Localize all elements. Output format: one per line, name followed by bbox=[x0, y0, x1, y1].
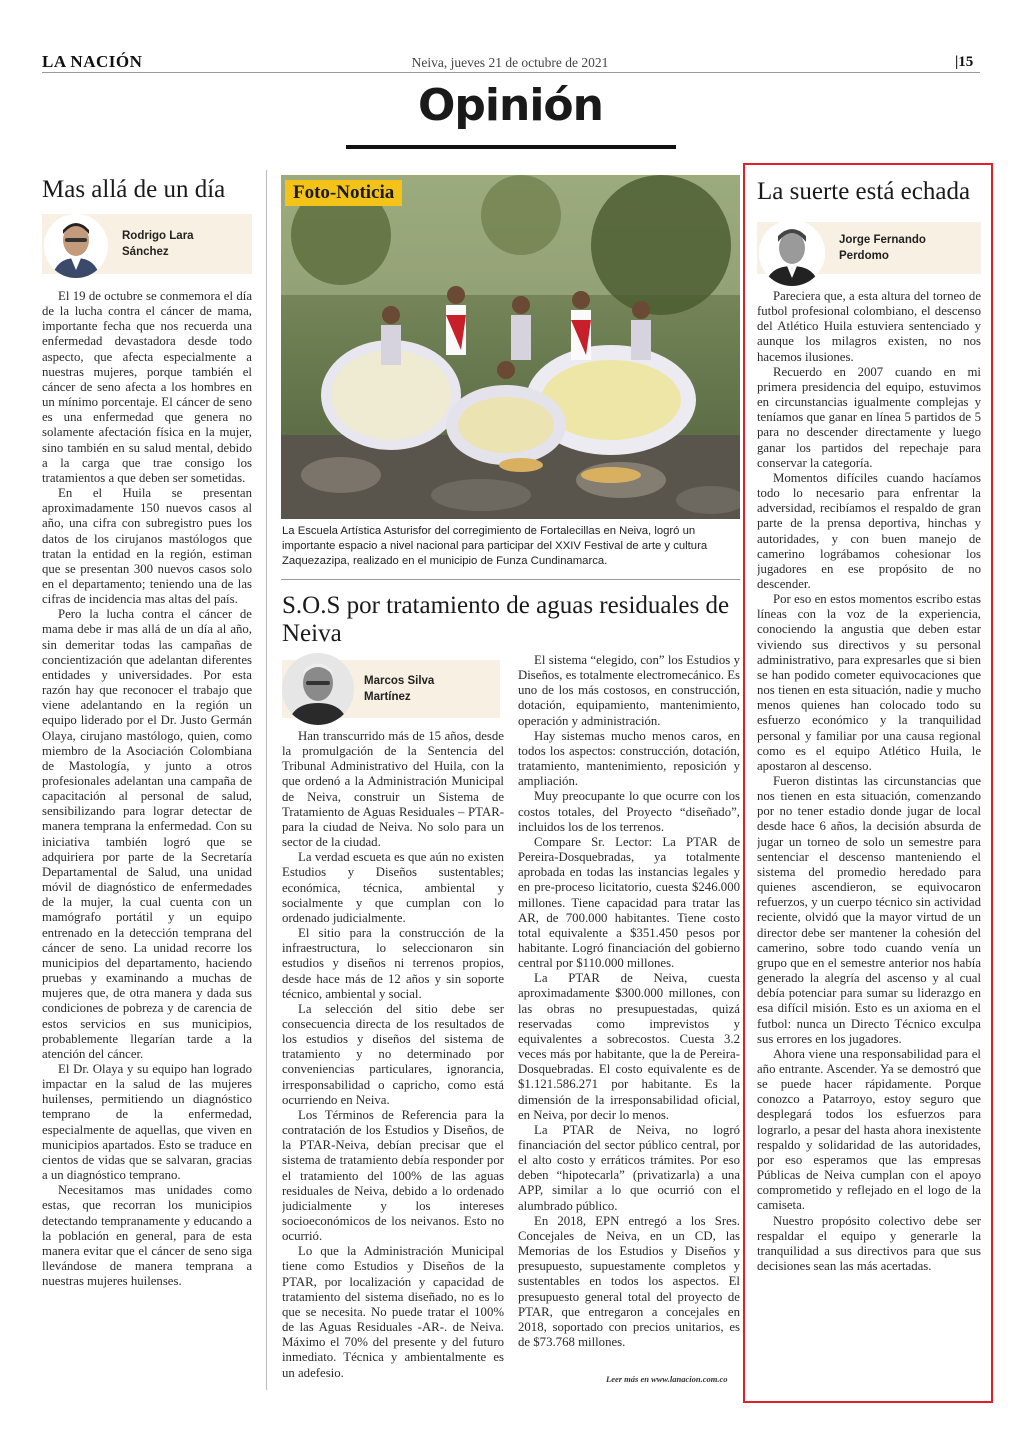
col1-headline: Mas allá de un día bbox=[42, 176, 226, 203]
paragraph: Muy preocupante lo que ocurre con los costos totales, del Proyecto “diseñado”, incluidos los de los terrenos. bbox=[518, 789, 740, 834]
col4-author-name: Jorge Fernando Perdomo bbox=[839, 234, 926, 262]
foto-divider bbox=[281, 579, 740, 580]
foto-noticia-photo bbox=[281, 175, 740, 519]
paragraph: Los Términos de Referencia para la contratación de los Estudios y Diseños, de la PTAR-Neiva, debían precisar que el sistema de tratamiento debía responder por el tratamiento del 100% de las aguas residuales de Neiva, debido a lo ordenado judicialmente y los intereses socioeconómicos de los neivanos. Esto no ocurrió. bbox=[282, 1107, 504, 1244]
author-portrait-icon bbox=[44, 214, 108, 278]
masthead-divider bbox=[42, 72, 980, 73]
col1-article-body bbox=[42, 289, 252, 1389]
paragraph: La selección del sitio debe ser consecuencia directa de los resultados de los estudios y diseños del sistema de tratamiento y no determinado por conveniencias particulares, ignorancia, irresponsabilidad o capricho, como está ocurriendo en Neiva. bbox=[282, 1001, 504, 1107]
paragraph: El 19 de octubre se conmemora el día de la lucha contra el cáncer de mama, importante fecha que nos recuerda una enfermedad devastadora desde todo aspecto, que afecta especialmente a nuestras mujeres, porque también el cáncer de seno afecta a los hombres en un mínimo porcentaje. El cáncer de seno es una enfermedad que genera no solamente afectación física en la mujer, sino también en su salud mental, debido a la carga que trae consigo los tratamientos a que deben ser sometidas. bbox=[42, 289, 252, 485]
paragraph: Momentos difíciles cuando hacíamos todo lo necesario para enfrentar la adversidad, recibíamos el respaldo de gran parte de la prensa deportiva, hinchas y autoridades, y con buen manejo de camerino lográbamos cohesionar los jugadores en ese propósito de no descender. bbox=[757, 470, 981, 591]
sos-article-body-col-a bbox=[282, 729, 504, 1389]
author-photo-marcos bbox=[282, 653, 354, 725]
sos-author-name: Marcos Silva Martínez bbox=[364, 675, 435, 703]
col1-author-box bbox=[42, 214, 252, 274]
paragraph: La PTAR de Neiva, no logró financiación del sector público central, por el alto costo y erráticos trámites. Por eso deben “hipotecarla” (privatizarla) a una APP, similar a lo que ocurrió con el alumbrado público. bbox=[518, 1122, 740, 1213]
newspaper-logo: LA NACIÓN bbox=[42, 52, 143, 71]
sos-article-body-col-b bbox=[518, 653, 740, 1371]
col1-author-name: Rodrigo Lara Sánchez bbox=[122, 230, 194, 258]
paragraph: Han transcurrido más de 15 años, desde la promulgación de la Sentencia del Tribunal Administrativo del Huila, con la que ordenó a la Administración Municipal de Neiva, construir un Sistema de Tratamiento de Aguas Residuales – PTAR- para la ciudad de Neiva. No solo para un sector de la ciudad. bbox=[282, 729, 504, 850]
paragraph: Compare Sr. Lector: La PTAR de Pereira-Dosquebradas, ya totalmente aprobada en todas las instancias legales y en pre-proceso licitatorio, cuesta $246.000 millones. Tiene capacidad para tratar las AR, de 700.000 habitantes. Tiene costo total equivalente a $351.450 pesos por habitante. Logró financiación del gobierno central por $110.000 millones. bbox=[518, 834, 740, 971]
col4-article-body bbox=[757, 289, 981, 1389]
author-portrait-icon bbox=[759, 220, 825, 286]
sos-headline: S.O.S por tratamiento de aguas residuales de Neiva bbox=[282, 592, 730, 647]
paragraph: Pero la lucha contra el cáncer de mama debe ir mas allá de un día al año, sin demeritar todas las campañas de concientización que adelantan diferentes entidades y universidades. Por esta razón hay que reconocer el trabajo que viene adelantando en la región un equipo liderado por el Dr. Justo Germán Olaya, cirujano mastólogo, quien, como miembro de la Asociación Colombiana de Mastología, y junto a otros profesionales adelantan una campaña de capacitación al personal de salud, sensibilizando para lograr detectar de manera temprana la enfermedad. Con su iniciativa también logró que se adquiriera por parte de la Secretaría Departamental de Salud, una unidad móvil de diagnóstico de enfermedades de la mujer, la cual cuenta con un mamógrafo portátil y un equipo entrenado en la detección temprana del cáncer de seno. La unidad recorre los municipios del departamento, haciendo pruebas y examinando a muchas de mujeres que, de otra manera y dada sus condiciones de pobreza y de carencia de estos servicios en sus municipios, probablemente llegarían tarde a la atención del cáncer. bbox=[42, 607, 252, 1061]
paragraph: Fueron distintas las circunstancias que nos tienen en esta situación, comenzando por no tener estadio donde jugar de local desde hace 6 años, la decisión absurda de jugar un torneo de solo un semestre para sentenciar el descenso manteniendo el sistema del promedio heredado para quienes ascendieron, se equivocaron refuerzos, y un cuerpo técnico sin actividad reciente, olvidó que la mayor virtud de un director debe ser mantener la cohesión del camerino, sobre todo cuando venía un grupo que en el semestre anterior nos había generado la alegría del ascenso y al cual debía potenciar para sumar su liderazgo en esa difícil misión. Esto es un axioma en el futbol: nunca un Directo Técnico exculpa sus errores en los jugadores. bbox=[757, 774, 981, 1046]
section-title: Opinión bbox=[418, 80, 603, 131]
author-portrait-icon bbox=[282, 653, 354, 725]
sos-author-box bbox=[282, 660, 500, 718]
read-more-link[interactable]: Leer más en www.lanacion.com.co bbox=[606, 1374, 728, 1384]
paragraph: Ahora viene una responsabilidad para el año entrante. Ascender. Ya se demostró que se puede hacer rápidamente. Porque conozco a Patarroyo, estoy seguro que desplegará todos los esfuerzos para lograrlo, a pesar del hasta ahora inexistente respaldo y solidaridad de las autoridades, por eso esperamos que las empresas Públicas de Neiva cumplan con el apoyo comprometido y reflejado en el logo de la camiseta. bbox=[757, 1046, 981, 1213]
col4-headline: La suerte está echada bbox=[757, 178, 971, 205]
paragraph: Recuerdo en 2007 cuando en mi primera presidencia del equipo, estuvimos en circunstancias igualmente complejas y teníamos que ganar en línea 5 partidos de 5 para no descender directamente y luego ganar los partidos del repechaje para conservar la categoría. bbox=[757, 364, 981, 470]
paragraph: En el Huila se presentan aproximadamente 150 nuevos casos al año, una cifra con subregistro pues los datos de los cirujanos mastólogos que tratan la entidad en la región, estiman que se presentan 300 nuevos casos solo en el departamento; teniendo una de las cifras de incidencia mas altas del país. bbox=[42, 486, 252, 607]
author-photo-jorge bbox=[759, 220, 825, 286]
paragraph: Pareciera que, a esta altura del torneo de futbol profesional colombiano, el descenso del Atlético Huila estuviera sentenciado y aunque los milagros existen, no nos hacemos ilusiones. bbox=[757, 289, 981, 364]
column-divider bbox=[266, 170, 267, 1390]
paragraph: Necesitamos mas unidades como estas, que recorran los municipios detectando tempranamente y educando a la población en general, para de esta manera evitar que el cáncer de seno siga llevándose de manera temprana a nuestras mujeres huilenses. bbox=[42, 1183, 252, 1289]
col4-author-box bbox=[757, 222, 981, 274]
paragraph: El Dr. Olaya y su equipo han logrado impactar en la salud de las mujeres huilenses, permitiendo un diagnóstico temprano de la enfermedad, especialmente de aquellas, que viven en municipios apartados. Esto se traduce en cientos de vidas que se salvaran, gracias a un diagnóstico temprano. bbox=[42, 1061, 252, 1183]
paragraph: Nuestro propósito colectivo debe ser respaldar el equipo y generarle la tranquilidad a sus directivos para que sus decisiones sean las más acertadas. bbox=[757, 1213, 981, 1273]
paragraph: El sitio para la construcción de la infraestructura, lo seleccionaron sin estudios y diseños ni terrenos propios, desde hace más de 12 años y sin soporte técnico, ambiental y social. bbox=[282, 926, 504, 1001]
foto-noticia-label: Foto-Noticia bbox=[285, 180, 402, 206]
paragraph: Por eso en estos momentos escribo estas líneas con la voz de la experiencia, conociendo la angustia que deben estar viviendo sus directivos y su personal administrativo, para expresarles que si bien se han podido cometer equivocaciones que nos tienen en esta situación, nadie y mucho menos quienes han colocado todo su esfuerzo económico y la tranquilidad personal y familiar por una causa regional como es el equipo Atlético Huila, le apostaron al descenso. bbox=[757, 592, 981, 773]
foto-noticia-caption: La Escuela Artística Asturisfor del corregimiento de Fortalecillas en Neiva, logró un importante espacio a nivel nacional para participar del XXIV Festival de arte y cultura Zaquezazipa, realizado en el municipio de Funza Cundinamarca. bbox=[282, 525, 708, 567]
paragraph: En 2018, EPN entregó a los Sres. Concejales de Neiva, en un CD, las Memorias de los Estudios y Diseños y presupuesto, supuestamente completos y sustentables en todos los aspectos. El presupuesto general total del proyecto de PTAR, que entregaron a concejales en 2018, soportado con precios unitarios, es de $73.768 millones. bbox=[518, 1213, 740, 1350]
issue-date: Neiva, jueves 21 de octubre de 2021 bbox=[411, 55, 609, 70]
dancers-photo-illustration bbox=[281, 175, 740, 519]
page-number: |15 bbox=[955, 54, 974, 70]
author-photo-rodrigo bbox=[44, 214, 108, 278]
section-underline bbox=[346, 145, 676, 149]
paragraph: La verdad escueta es que aún no existen Estudios y Diseños sustentables; económica, técnica, ambiental y socialmente y que cumplan con lo ordenado judicialmente. bbox=[282, 850, 504, 925]
paragraph: Lo que la Administración Municipal tiene como Estudios y Diseños de la PTAR, por localización y capacidad de tratamiento del sistema diseñado, no es lo que se necesita. No puede tratar el 100% de las Aguas Residuales -AR-. de Neiva. Máximo el 70% del presente y del futuro inmediato. Técnica y ambientalmente es un adefesio. bbox=[282, 1244, 504, 1380]
paragraph: Hay sistemas mucho menos caros, en todos los aspectos: construcción, dotación, tratamiento, mantenimiento, reposición y ampliación. bbox=[518, 728, 740, 789]
paragraph: La PTAR de Neiva, cuesta aproximadamente $300.000 millones, con las obras no presupuestadas, quizá reservadas como imprevistos y equivalentes a sobrecostos. Cuesta 3.2 veces más por habitante, que la de Pereira-Dosquebradas. El costo equivalente es de $1.121.586.271 por habitante. Es la dimensión de la irresponsabilidad oficial, en Neiva, por decir lo menos. bbox=[518, 971, 740, 1122]
paragraph: El sistema “elegido, con” los Estudios y Diseños, es totalmente electromecánico. Es uno de los más costosos, en construcción, dotación, equipamiento, mantenimiento, operación y administración. bbox=[518, 653, 740, 728]
